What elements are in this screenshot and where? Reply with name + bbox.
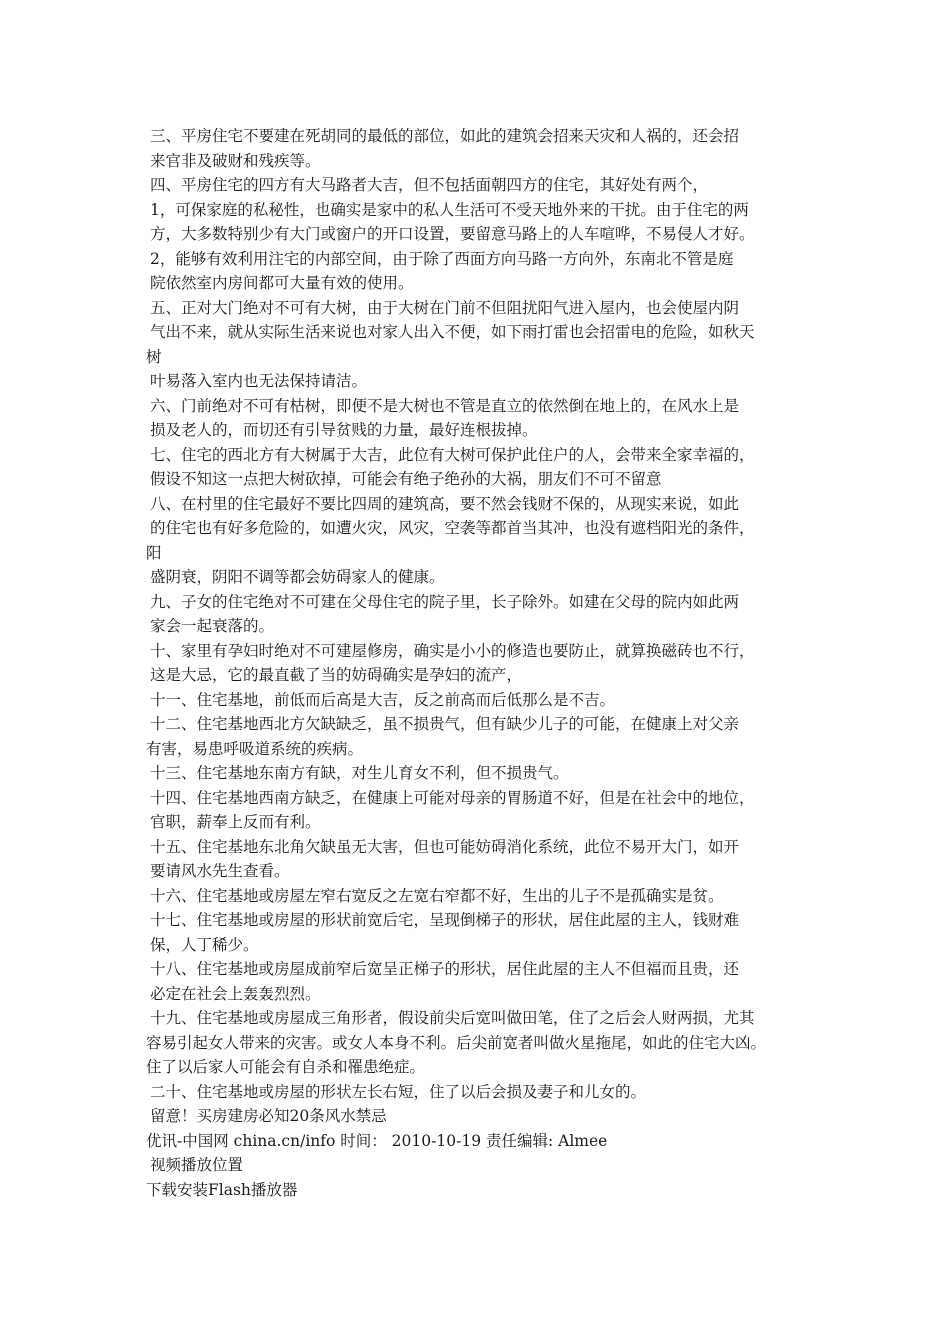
- text-line: 十七、住宅基地或房屋的形状前宽后宅，呈现倒梯子的形状，居住此屋的主人，钱财难: [150, 911, 740, 929]
- text-line: 损及老人的，而切还有引导贫贱的力量，最好连根拔掉。: [150, 421, 538, 439]
- text-line: 十三、住宅基地东南方有缺，对生儿育女不利，但不损贵气。: [150, 764, 569, 782]
- text-line: 四、平房住宅的四方有大马路者大吉，但不包括面朝四方的住宅，其好处有两个，: [150, 176, 709, 194]
- text-line: 阳: [146, 543, 162, 562]
- text-line: 视频播放位置: [150, 1156, 244, 1174]
- text-line: 十八、住宅基地或房屋成前窄后宽呈正梯子的形状，居住此屋的主人不但福而且贵，还: [150, 960, 740, 978]
- text-line: 容易引起女人带来的灾害。或女人本身不利。后尖前宽者叫做火星拖尾，如此的住宅大凶。: [146, 1033, 767, 1052]
- text-line: 的住宅也有好多危险的，如遭火灾，风灾，空袭等都首当其冲，也没有遮档阳光的条件，: [150, 519, 755, 537]
- text-line: 来官非及破财和残疾等。: [150, 151, 321, 170]
- text-line: 十九、住宅基地或房屋成三角形者，假设前尖后宽叫做田笔，住了之后会人财两损，尤其: [150, 1009, 755, 1027]
- text-line: 十四、住宅基地西南方缺乏，在健康上可能对母亲的胃肠道不好，但是在社会中的地位，: [150, 788, 755, 807]
- text-line: 十五、住宅基地东北角欠缺虽无大害，但也可能妨碍消化系统，此位不易开大门，如开: [150, 837, 740, 856]
- text-line: 留意！买房建房必知20条风水禁忌: [150, 1107, 387, 1125]
- text-line: 盛阴衰，阴阳不调等都会妨碍家人的健康。: [150, 568, 445, 586]
- text-line: 住了以后家人可能会有自杀和罹患绝症。: [146, 1058, 426, 1076]
- text-line: 二十、住宅基地或房屋的形状左长右短，住了以后会损及妻子和儿女的。: [150, 1082, 647, 1101]
- text-line: 假设不知这一点把大树砍掉，可能会有绝子绝孙的大祸，朋友们不可不留意: [150, 470, 662, 488]
- text-line: 家会一起衰落的。: [150, 617, 275, 635]
- text-line: 叶易落入室内也无法保持请洁。: [150, 372, 368, 390]
- text-line: 六、门前绝对不可有枯树，即便不是大树也不管是直立的依然倒在地上的，在风水上是: [150, 396, 740, 415]
- text-line: 树: [146, 347, 162, 366]
- text-line: 这是大忌，它的最直截了当的妨碍确实是孕妇的流产，: [150, 666, 523, 684]
- text-line: 必定在社会上轰轰烈烈。: [150, 984, 321, 1003]
- text-line: 十二、住宅基地西北方欠缺缺乏，虽不损贵气，但有缺少儿子的可能，在健康上对父亲: [150, 715, 740, 733]
- text-line: 气出不来，就从实际生活来说也对家人出入不便，如下雨打雷也会招雷电的危险，如秋天: [150, 323, 755, 341]
- text-line: 方，大多数特别少有大门或窗户的开口设置，要留意马路上的人车喧哗，不易侵人才好。: [150, 225, 755, 243]
- text-line: 十、家里有孕妇时绝对不可建屋修房，确实是小小的修造也要防止，就算换磁砖也不行，: [150, 641, 755, 660]
- text-line: 下载安装Flash播放器: [146, 1180, 298, 1199]
- text-line: 九、子女的住宅绝对不可建在父母住宅的院子里，长子除外。如建在父母的院内如此两: [150, 592, 740, 611]
- text-line: 官职，薪奉上反而有利。: [150, 813, 321, 831]
- text-line: 十一、住宅基地，前低而后高是大吉，反之前高而后低那么是不吉。: [150, 690, 616, 709]
- text-line: 八、在村里的住宅最好不要比四周的建筑高，要不然会钱财不保的，从现实来说，如此: [150, 494, 740, 513]
- text-line: 院依然室内房间都可大量有效的使用。: [150, 274, 414, 292]
- text-line: 七、住宅的西北方有大树属于大吉，此位有大树可保护此住户的人，会带来全家幸福的，: [150, 445, 755, 464]
- text-line: 2，能够有效利用注宅的内部空间，由于除了西面方向马路一方向外，东南北不管是庭: [150, 249, 734, 268]
- document-body: [146, 124, 826, 1202]
- text-line: 1，可保家庭的私秘性，也确实是家中的私人生活可不受天地外来的干扰。由于住宅的两: [150, 200, 749, 219]
- text-line: 五、正对大门绝对不可有大树，由于大树在门前不但阻扰阳气进入屋内，也会使屋内阴: [150, 298, 740, 317]
- text-line: 十六、住宅基地或房屋左窄右宽反之左宽右窄都不好，生出的儿子不是孤确实是贫。: [150, 886, 724, 905]
- text-line: 优讯-中国网 china.cn/info 时间： 2010-10-19 责任编辑: Almee: [146, 1131, 608, 1150]
- text-line: 要请风水先生查看。: [150, 862, 290, 880]
- text-line: 保，人丁稀少。: [150, 935, 259, 954]
- text-line: 有害，易患呼吸道系统的疾病。: [146, 739, 364, 758]
- text-line: 三、平房住宅不要建在死胡同的最低的部位，如此的建筑会招来天灾和人祸的，还会招: [150, 127, 740, 145]
